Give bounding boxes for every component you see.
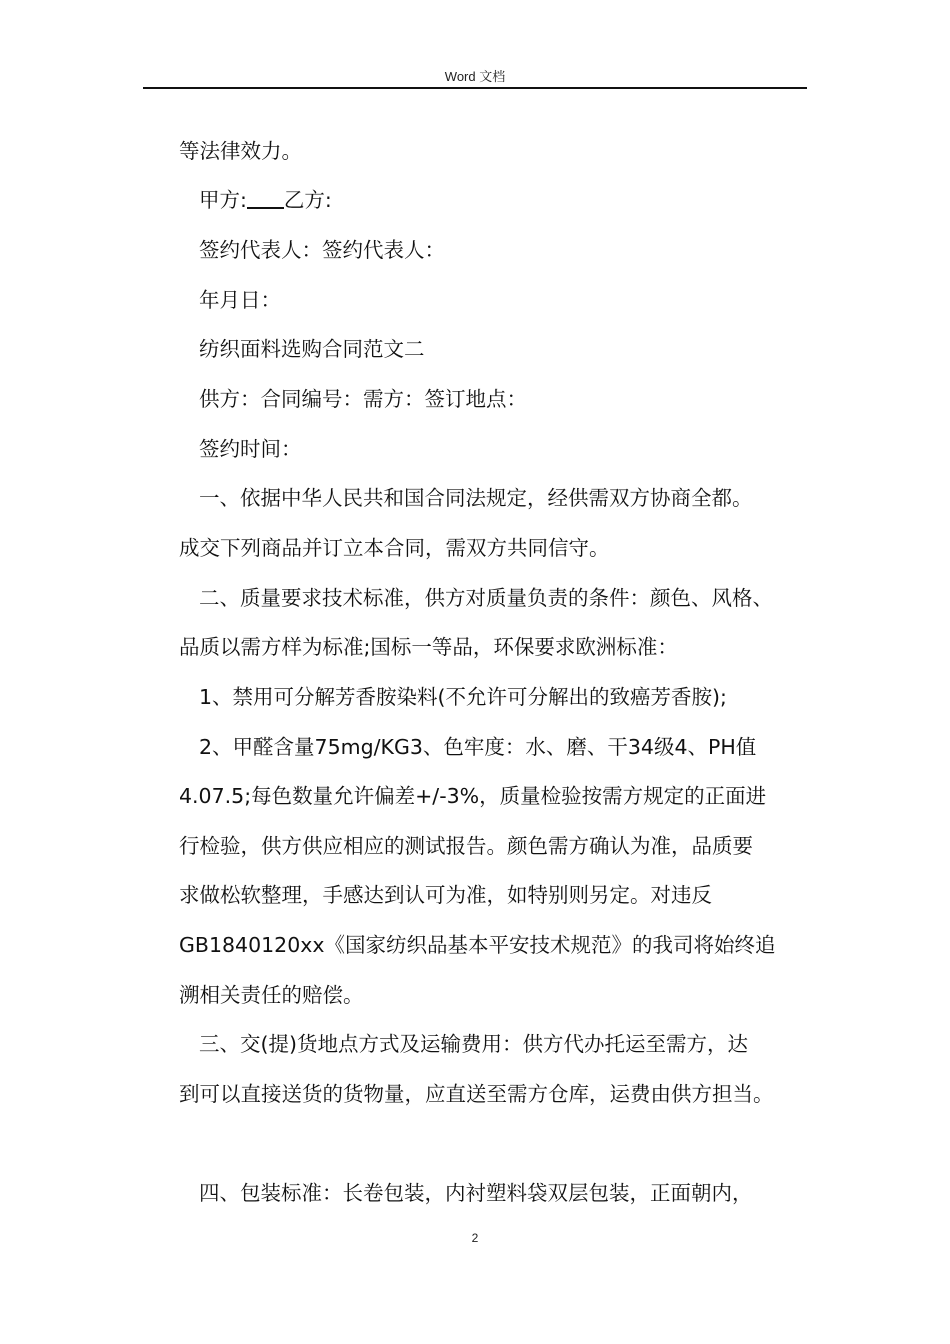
body-line: 行检验，供方供应相应的测试报告。颜色需方确认为准，品质要 <box>179 834 753 858</box>
body-line: 年月日： <box>199 288 281 312</box>
page-number: 2 <box>471 1231 479 1245</box>
body-line: 一、依据中华人民共和国合同法规定，经供需双方协商全都。 <box>199 486 753 510</box>
document-header-title: Word 文档 <box>444 69 506 84</box>
body-line: 三、交(提)货地点方式及运输费用：供方代办托运至需方，达 <box>199 1032 748 1056</box>
body-line: 签约时间： <box>199 437 302 461</box>
body-line: 求做松软整理，手感达到认可为准，如特别则另定。对违反 <box>179 883 712 907</box>
body-line: 1、禁用可分解芳香胺染料(不允许可分解出的致癌芳香胺); <box>199 685 727 709</box>
body-line: 品质以需方样为标准;国标一等品，环保要求欧洲标准： <box>179 635 678 659</box>
body-line: 到可以直接送货的货物量，应直送至需方仓库，运费由供方担当。 <box>179 1082 774 1106</box>
body-line: 4.07.5;每色数量允许偏差+/-3%，质量检验按需方规定的正面进 <box>179 784 767 808</box>
party-a-label: 甲方: <box>199 188 247 212</box>
body-line: 四、包装标准：长卷包装，内衬塑料袋双层包装，正面朝内， <box>199 1181 753 1205</box>
party-line <box>199 186 332 214</box>
party-b-label: 乙方: <box>283 188 332 212</box>
party-a-blank <box>247 187 284 209</box>
body-line: GB1840120xx《国家纺织品基本平安技术规范》的我司将始终追 <box>179 933 776 957</box>
body-line: 二、质量要求技术标准，供方对质量负责的条件：颜色、风格、 <box>199 586 773 610</box>
body-line: 签约代表人：签约代表人： <box>199 238 445 262</box>
body-line: 2、甲醛含量75mg/KG3、色牢度：水、磨、干34级4、PH值 <box>199 735 757 759</box>
body-line: 等法律效力。 <box>179 139 302 163</box>
section-title: 纺织面料选购合同范文二 <box>199 337 425 361</box>
body-line: 成交下列商品并订立本合同，需双方共同信守。 <box>179 536 610 560</box>
body-line: 供方：合同编号：需方：签订地点： <box>199 387 527 411</box>
header-divider <box>143 87 807 89</box>
body-line: 溯相关责任的赔偿。 <box>179 983 364 1007</box>
